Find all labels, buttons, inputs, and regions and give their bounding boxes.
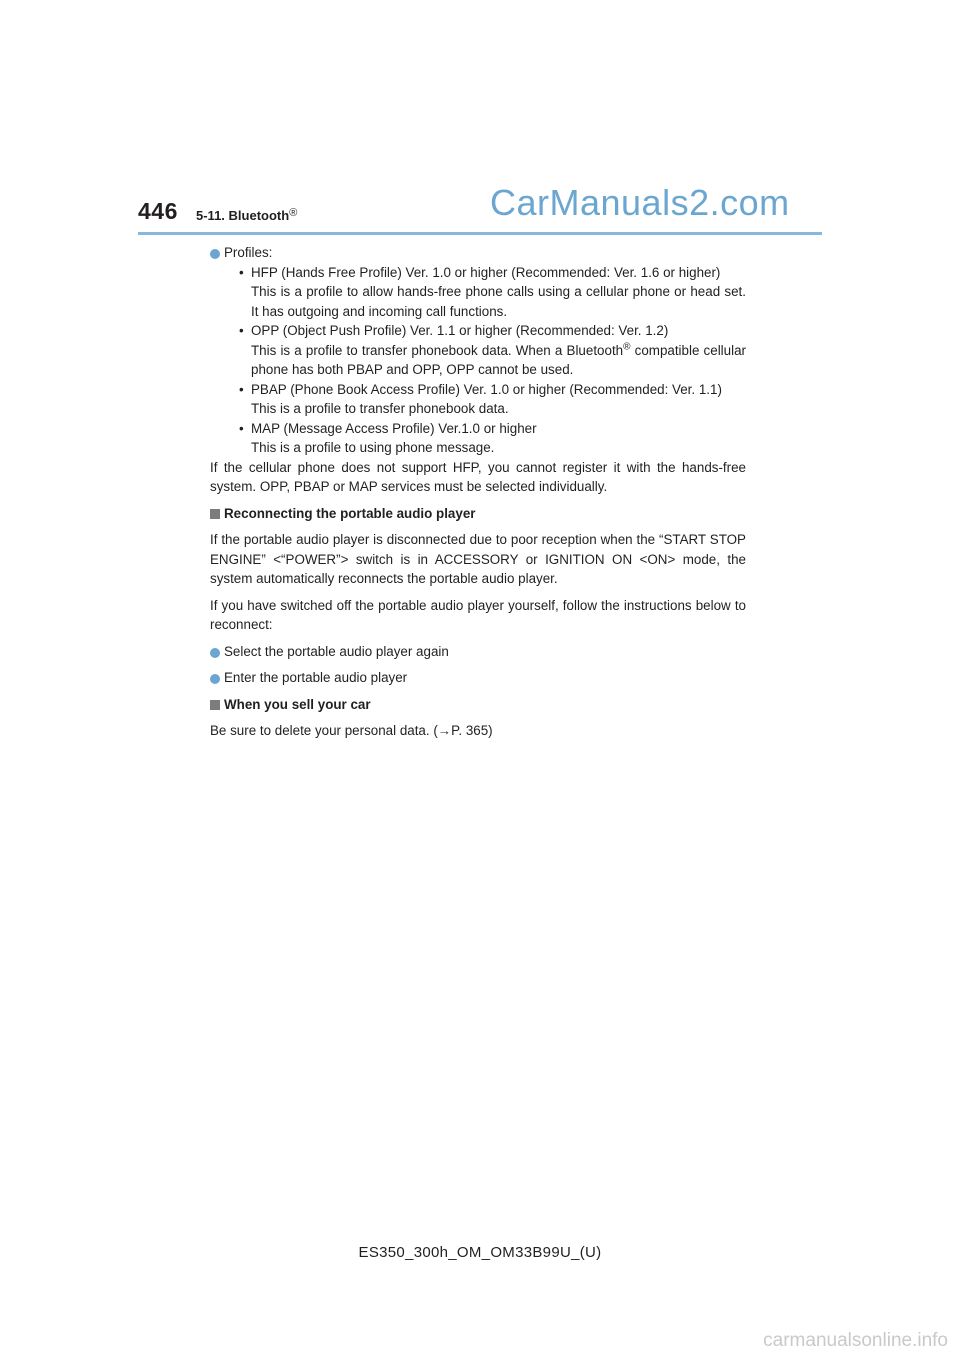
registered-mark: ® <box>289 207 298 219</box>
blue-bullet-icon <box>210 249 220 259</box>
bullet-dot-icon: • <box>239 420 244 436</box>
sell-text: Be sure to delete your personal data. (→P. 365) <box>210 723 493 738</box>
page-number: 446 <box>138 198 178 224</box>
corner-watermark: carmanualsonline.info <box>763 1330 948 1351</box>
profile-desc: This is a profile to using phone message. <box>251 440 495 455</box>
profile-title: OPP (Object Push Profile) Ver. 1.1 or higher (Recommended: Ver. 1.2) <box>251 323 669 338</box>
reconnect-paragraph-2: If you have switched off the portable audio player yourself, follow the instructions below to reconnect: <box>210 597 746 632</box>
profile-item-opp <box>210 321 746 380</box>
blue-bullet-icon <box>210 648 220 658</box>
header-rule <box>138 232 822 235</box>
sell-heading-text: When you sell your car <box>224 696 371 712</box>
profile-item-map <box>210 419 746 458</box>
profiles-note: If the cellular phone does not support HFP, you cannot register it with the hands-free system. OPP, PBAP or MAP services must be selected individually. <box>210 459 746 494</box>
reconnect-paragraph-1: If the portable audio player is disconnected due to poor reception when the “START STOP ENGINE” <“POWER”> switch is in ACCESSORY or IGNITION ON <ON> mode, the system automatically reconnects the portable audio player. <box>210 532 746 586</box>
reconnect-heading <box>210 504 746 524</box>
page-content <box>210 243 746 741</box>
profile-desc: This is a profile to transfer phonebook data. <box>251 401 509 416</box>
blue-bullet-icon <box>210 674 220 684</box>
profiles-bullet <box>210 243 746 263</box>
section-title: 5-11. Bluetooth® <box>196 207 298 223</box>
sell-heading <box>210 695 746 715</box>
profile-desc: This is a profile to allow hands-free phone calls using a cellular phone or head set. It has outgoing and incoming call functions. <box>251 284 746 319</box>
reconnect-heading-text: Reconnecting the portable audio player <box>224 505 476 521</box>
profile-title: MAP (Message Access Profile) Ver.1.0 or higher <box>251 420 537 436</box>
profile-item-pbap <box>210 380 746 419</box>
square-bullet-icon <box>210 509 220 519</box>
profile-desc: This is a profile to transfer phonebook data. When a Bluetooth® compatible cellular phone has both PBAP and OPP, OPP cannot be used. <box>251 341 746 377</box>
document-code: ES350_300h_OM_OM33B99U_(U) <box>358 1244 602 1261</box>
profiles-intro: Profiles: <box>224 245 273 260</box>
reconnect-step <box>210 668 746 688</box>
square-bullet-icon <box>210 700 220 710</box>
profile-item-hfp <box>210 263 746 322</box>
reconnect-step <box>210 642 746 662</box>
registered-mark: ® <box>623 341 631 353</box>
profile-title: HFP (Hands Free Profile) Ver. 1.0 or higher (Recommended: Ver. 1.6 or higher) <box>251 264 721 280</box>
profile-title: PBAP (Phone Book Access Profile) Ver. 1.0 or higher (Recommended: Ver. 1.1) <box>251 381 722 397</box>
reconnect-step-text: Select the portable audio player again <box>224 643 449 659</box>
reconnect-step-text: Enter the portable audio player <box>224 670 408 685</box>
bullet-dot-icon: • <box>239 264 244 280</box>
bullet-dot-icon: • <box>239 323 244 338</box>
bullet-dot-icon: • <box>239 381 244 397</box>
watermark-logo: CarManuals2.com <box>490 182 790 223</box>
